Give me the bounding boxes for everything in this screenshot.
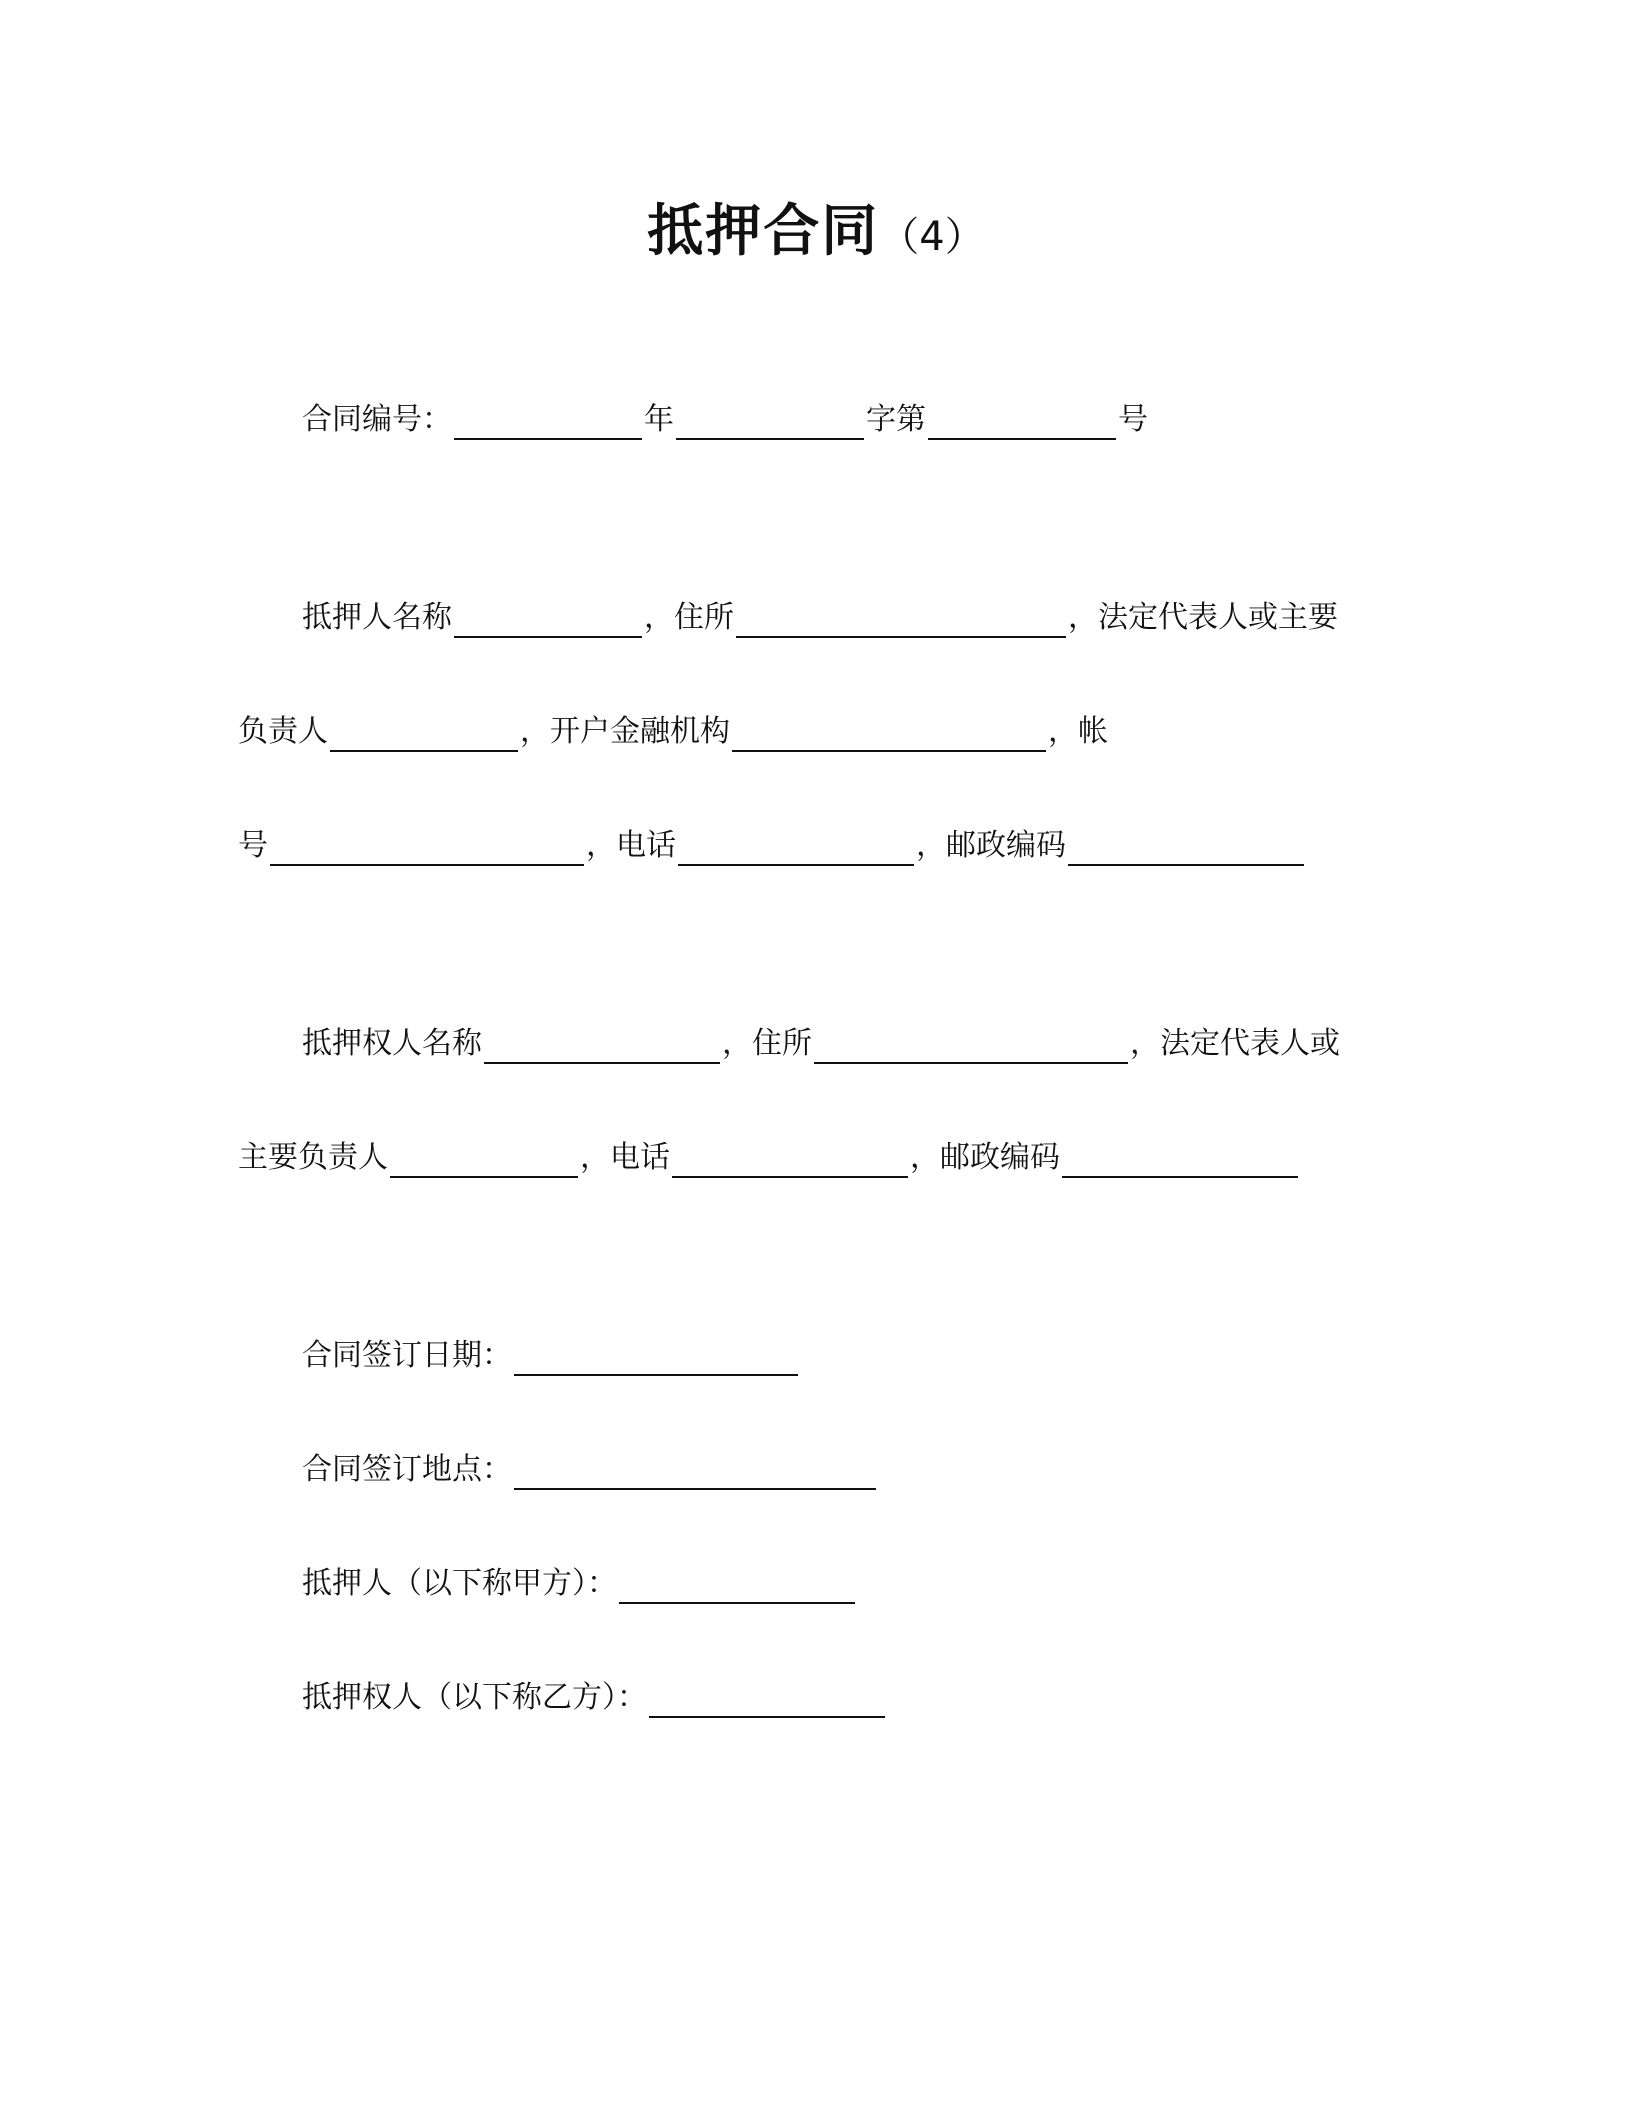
mortgagee-postcode-label: ，邮政编码	[910, 1140, 1060, 1175]
mortgagor-postcode-label: ，邮政编码	[916, 828, 1066, 863]
mortgagee-postcode-field[interactable]	[1062, 1146, 1298, 1178]
contract-prefix-field[interactable]	[676, 408, 864, 440]
mortgagee-legal-rep-field[interactable]	[390, 1146, 578, 1178]
party-b-line	[302, 1678, 887, 1718]
mortgagor-postcode-field[interactable]	[1068, 834, 1304, 866]
hao-label: 号	[1118, 402, 1148, 437]
mortgagee-legal-rep-label-1: ，法定代表人或	[1130, 1026, 1340, 1061]
mortgagor-name-label: 抵押人名称	[302, 600, 452, 635]
mortgagee-phone-label: ，电话	[580, 1140, 670, 1175]
mortgagor-line-1	[302, 598, 1338, 638]
mortgagee-phone-field[interactable]	[672, 1146, 908, 1178]
mortgagee-address-label: ，住所	[722, 1026, 812, 1061]
contract-year-field[interactable]	[454, 408, 642, 440]
mortgagee-legal-rep-label-2: 主要负责人	[238, 1140, 388, 1175]
mortgagor-account-label-1: ，帐	[1048, 714, 1108, 749]
mortgagor-bank-label: ，开户金融机构	[520, 714, 730, 749]
mortgagor-phone-label: ，电话	[586, 828, 676, 863]
mortgagor-name-field[interactable]	[454, 606, 642, 638]
mortgagee-line-1	[302, 1024, 1340, 1064]
contract-number-label: 合同编号：	[302, 402, 452, 437]
mortgagee-line-2	[238, 1138, 1300, 1178]
mortgagor-legal-rep-field[interactable]	[330, 720, 518, 752]
mortgagor-line-2	[238, 712, 1108, 752]
mortgagee-name-field[interactable]	[484, 1032, 720, 1064]
signing-place-line	[302, 1450, 878, 1490]
mortgagor-phone-field[interactable]	[678, 834, 914, 866]
mortgagee-address-field[interactable]	[814, 1032, 1128, 1064]
contract-number-field[interactable]	[928, 408, 1116, 440]
signing-date-line	[302, 1336, 800, 1376]
title-suffix: （4）	[879, 214, 985, 260]
signing-date-field[interactable]	[514, 1344, 798, 1376]
party-b-label: 抵押权人（以下称乙方）：	[302, 1680, 647, 1715]
mortgagor-line-3	[238, 826, 1306, 866]
mortgagor-legal-rep-label-1: ，法定代表人或主要	[1068, 600, 1338, 635]
party-b-field[interactable]	[649, 1686, 885, 1718]
mortgagor-account-label-2: 号	[238, 828, 268, 863]
signing-place-label: 合同签订地点：	[302, 1452, 512, 1487]
mortgagor-address-label: ，住所	[644, 600, 734, 635]
year-label: 年	[644, 402, 674, 437]
contract-number-line	[302, 400, 1148, 440]
party-a-field[interactable]	[619, 1572, 855, 1604]
mortgagee-name-label: 抵押权人名称	[302, 1026, 482, 1061]
signing-date-label: 合同签订日期：	[302, 1338, 512, 1373]
page-title	[0, 196, 1632, 273]
mortgagor-account-field[interactable]	[270, 834, 584, 866]
party-a-label: 抵押人（以下称甲方）：	[302, 1566, 617, 1601]
zi-di-label: 字第	[866, 402, 926, 437]
mortgagor-bank-field[interactable]	[732, 720, 1046, 752]
title-main: 抵押合同	[647, 199, 880, 264]
party-a-line	[302, 1564, 857, 1604]
mortgagor-address-field[interactable]	[736, 606, 1066, 638]
mortgagor-legal-rep-label-2: 负责人	[238, 714, 328, 749]
signing-place-field[interactable]	[514, 1458, 876, 1490]
